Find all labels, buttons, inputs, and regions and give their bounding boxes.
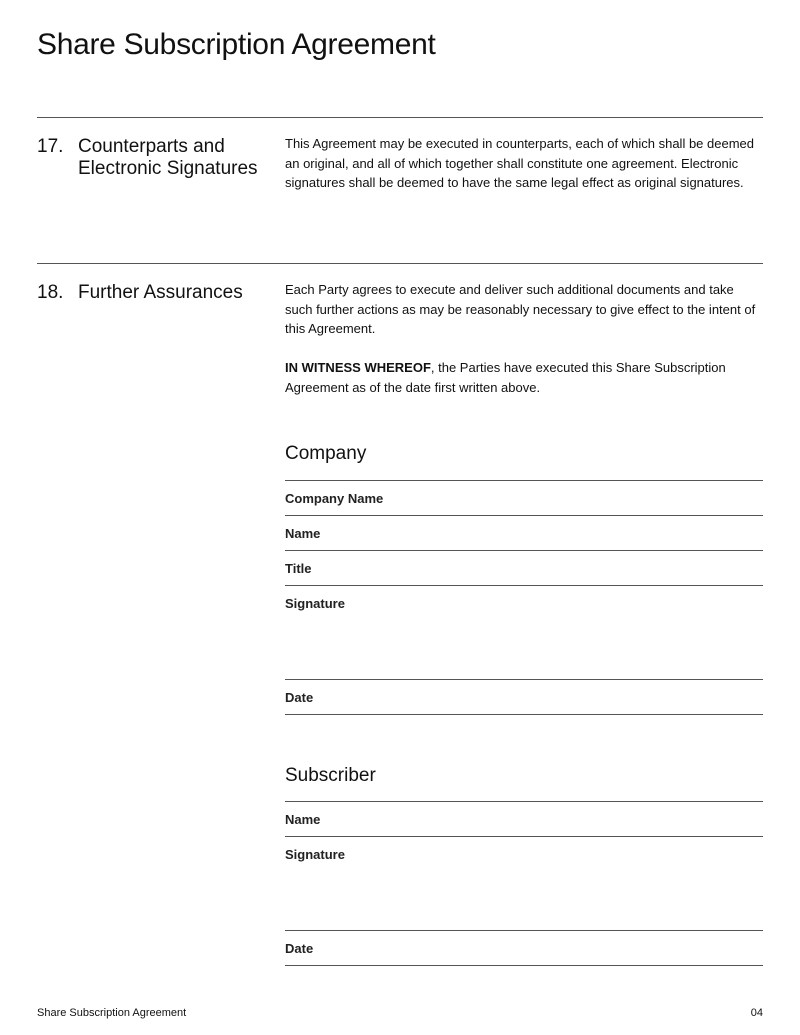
field-label: Title	[285, 561, 312, 576]
section-number: 17.	[37, 136, 64, 157]
divider	[37, 263, 763, 264]
document-title: Share Subscription Agreement	[37, 28, 436, 61]
company-name-field[interactable]	[285, 480, 763, 515]
witness-paragraph	[285, 358, 763, 397]
section-title: Counterparts and Electronic Signatures	[78, 136, 258, 179]
date-field[interactable]	[285, 679, 763, 715]
section-body	[285, 134, 763, 193]
witness-bold: IN WITNESS WHEREOF	[285, 360, 431, 376]
field-label: Date	[285, 941, 314, 956]
field-label: Name	[285, 812, 321, 827]
field-label: Company Name	[285, 491, 384, 506]
field-label: Name	[285, 526, 321, 541]
subscriber-name-field[interactable]	[285, 801, 763, 836]
paragraph: This Agreement may be executed in counterparts, each of which shall be deemed an original, and all of which together shall constitute one agreement. Electronic signatures shall be deemed to have the same legal effect as original signatures.	[285, 136, 754, 191]
witness-text: , the Parties have executed this Share Subscription Agreement as of the date first written above.	[285, 360, 726, 395]
footer-title: Share Subscription Agreement	[37, 1007, 187, 1019]
paragraph: Each Party agrees to execute and deliver such additional documents and take such further actions as may be reasonably necessary to give effect to the intent of this Agreement.	[285, 282, 756, 337]
signature-field[interactable]	[285, 585, 763, 679]
title-field[interactable]	[285, 550, 763, 585]
name-field[interactable]	[285, 515, 763, 550]
field-label: Signature	[285, 847, 345, 862]
company-heading: Company	[285, 443, 367, 464]
subscriber-heading: Subscriber	[285, 765, 376, 786]
section-title: Further Assurances	[78, 282, 243, 303]
divider	[37, 117, 763, 118]
section-number: 18.	[37, 282, 64, 303]
section-body	[285, 280, 763, 398]
subscriber-signature-field[interactable]	[285, 836, 763, 930]
field-label: Signature	[285, 596, 345, 611]
page-number: 04	[750, 1007, 763, 1019]
subscriber-date-field[interactable]	[285, 930, 763, 966]
field-label: Date	[285, 690, 314, 705]
